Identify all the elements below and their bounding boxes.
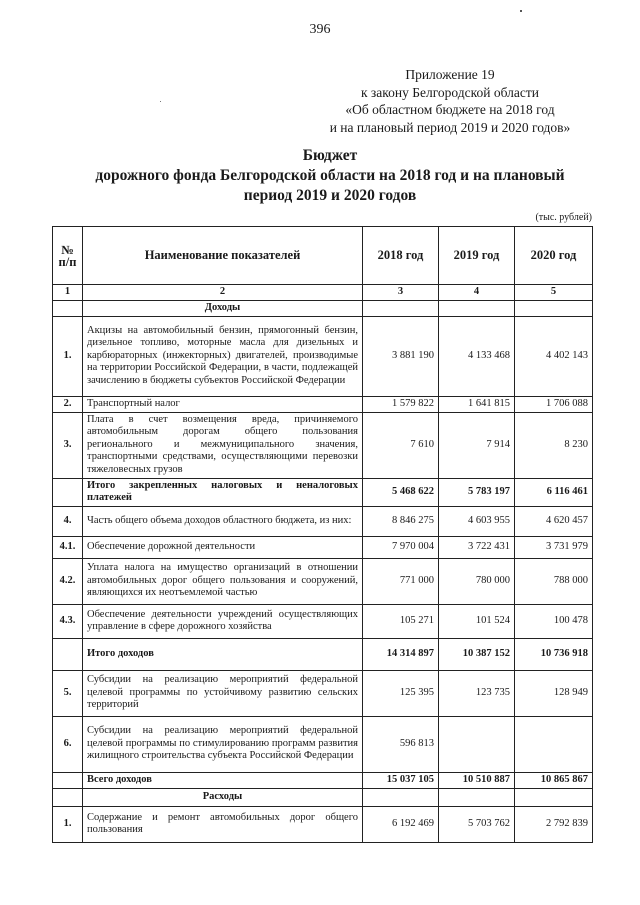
row-value-2019 [439, 300, 515, 316]
row-value-2018: 15 037 105 [363, 772, 439, 788]
scan-speck [160, 101, 161, 102]
appendix-line: и на плановый период 2019 и 2020 годов» [329, 119, 571, 135]
row-value-2018: 1 579 822 [363, 396, 439, 412]
row-value-2020: 4 402 143 [515, 316, 593, 396]
appendix-line: «Об областном бюджете на 2018 год [345, 102, 555, 117]
title-line: дорожного фонда Белгородской области на 2018 год и на плановый [95, 167, 565, 184]
row-num [53, 478, 83, 506]
appendix-line: к закону Белгородской области [361, 84, 539, 100]
appendix-line: Приложение 19 [405, 67, 495, 82]
row-value-2019: 101 524 [439, 604, 515, 638]
row-value-2020: 1 706 088 [515, 396, 593, 412]
column-index: 5 [515, 285, 593, 301]
table-row [53, 558, 593, 604]
row-value-2018: 7 610 [363, 412, 439, 478]
header-2018: 2018 год [363, 227, 439, 285]
row-name: Субсидии на реализацию мероприятий федеральной целевой программы по стимулированию программ развития жилищного строительства субъекта Российской Федерации [83, 716, 363, 772]
row-value-2018: 7 970 004 [363, 536, 439, 558]
row-value-2018: 771 000 [363, 558, 439, 604]
table-row [53, 670, 593, 716]
table-row [53, 506, 593, 536]
row-value-2019: 10 387 152 [439, 638, 515, 670]
row-num: 1. [53, 316, 83, 396]
row-value-2018 [363, 788, 439, 806]
row-value-2019 [439, 788, 515, 806]
row-name: Всего доходов [83, 772, 363, 788]
budget-table [52, 226, 593, 843]
row-value-2018: 125 395 [363, 670, 439, 716]
row-value-2020: 128 949 [515, 670, 593, 716]
row-num [53, 772, 83, 788]
row-value-2019: 3 722 431 [439, 536, 515, 558]
header-2020: 2020 год [515, 227, 593, 285]
table-row [53, 396, 593, 412]
row-value-2020: 100 478 [515, 604, 593, 638]
row-value-2019 [439, 716, 515, 772]
table-row [53, 536, 593, 558]
row-num: 4.1. [53, 536, 83, 558]
row-num: 1. [53, 806, 83, 842]
row-num: 4.3. [53, 604, 83, 638]
table-row [53, 716, 593, 772]
row-value-2018: 105 271 [363, 604, 439, 638]
row-value-2020: 2 792 839 [515, 806, 593, 842]
appendix-header [300, 66, 600, 136]
row-name: Плата в счет возмещения вреда, причиняемого автомобильным дорогам общего пользования регионального и межмуниципального значения, транспортными средствами, осуществляющими перевозки тяжеловесных грузов [83, 412, 363, 478]
row-num [53, 788, 83, 806]
header-name: Наименование показателей [83, 227, 363, 285]
header-2019: 2019 год [439, 227, 515, 285]
column-index: 4 [439, 285, 515, 301]
row-num: 3. [53, 412, 83, 478]
table-row [53, 316, 593, 396]
row-value-2019: 4 603 955 [439, 506, 515, 536]
table-row [53, 412, 593, 478]
scan-speck [520, 10, 522, 12]
row-value-2019: 780 000 [439, 558, 515, 604]
table-row-subtotal [53, 478, 593, 506]
row-num: 6. [53, 716, 83, 772]
column-index: 3 [363, 285, 439, 301]
row-value-2018: 6 192 469 [363, 806, 439, 842]
row-value-2020: 6 116 461 [515, 478, 593, 506]
row-value-2020: 8 230 [515, 412, 593, 478]
row-value-2018: 5 468 622 [363, 478, 439, 506]
column-index: 2 [83, 285, 363, 301]
row-value-2018: 8 846 275 [363, 506, 439, 536]
table-row-section-expenses [53, 788, 593, 806]
row-name: Транспортный налог [83, 396, 363, 412]
row-value-2018 [363, 300, 439, 316]
row-name: Часть общего объема доходов областного бюджета, из них: [83, 506, 363, 536]
row-value-2019: 1 641 815 [439, 396, 515, 412]
table-row-total [53, 638, 593, 670]
row-value-2019: 123 735 [439, 670, 515, 716]
row-num [53, 638, 83, 670]
row-value-2019: 5 783 197 [439, 478, 515, 506]
table-header-row [53, 227, 593, 285]
row-value-2019: 10 510 887 [439, 772, 515, 788]
row-value-2020: 10 865 867 [515, 772, 593, 788]
row-value-2018: 14 314 897 [363, 638, 439, 670]
row-name: Расходы [83, 788, 363, 806]
row-num: 4.2. [53, 558, 83, 604]
row-value-2018: 3 881 190 [363, 316, 439, 396]
row-value-2018: 596 813 [363, 716, 439, 772]
row-num: 5. [53, 670, 83, 716]
row-value-2020 [515, 788, 593, 806]
row-value-2020: 4 620 457 [515, 506, 593, 536]
title-line: период 2019 и 2020 годов [243, 187, 417, 204]
row-name: Обеспечение дорожной деятельности [83, 536, 363, 558]
table-row [53, 604, 593, 638]
title-line: Бюджет [302, 147, 358, 164]
row-value-2020 [515, 300, 593, 316]
units-label: (тыс. рублей) [535, 212, 592, 223]
table-row [53, 806, 593, 842]
table-row-section-income [53, 300, 593, 316]
row-name: Итого доходов [83, 638, 363, 670]
row-name: Уплата налога на имущество организаций в отношении автомобильных дорог общего пользования и сооружений, являющихся их неотъемлемой частью [83, 558, 363, 604]
row-name: Итого закрепленных налоговых и неналоговых платежей [83, 478, 363, 506]
row-name: Доходы [83, 300, 363, 316]
row-name: Содержание и ремонт автомобильных дорог общего пользования [83, 806, 363, 842]
row-num: 4. [53, 506, 83, 536]
row-value-2019: 7 914 [439, 412, 515, 478]
column-index-row [53, 285, 593, 301]
row-value-2020: 788 000 [515, 558, 593, 604]
table-row-grand-total [53, 772, 593, 788]
row-value-2019: 5 703 762 [439, 806, 515, 842]
page-number: 396 [309, 22, 331, 37]
row-name: Обеспечение деятельности учреждений осуществляющих управление в сфере дорожного хозяйства [83, 604, 363, 638]
row-num [53, 300, 83, 316]
row-value-2020: 3 731 979 [515, 536, 593, 558]
row-name: Акцизы на автомобильный бензин, прямогонный бензин, дизельное топливо, моторные масла для дизельных и карбюраторных (инжекторных) двигателей, производимые на территории Российской Федерации, в части, подлежащей зачислению в бюджеты субъектов Российской Федерации [83, 316, 363, 396]
row-value-2020 [515, 716, 593, 772]
row-value-2020: 10 736 918 [515, 638, 593, 670]
row-name: Субсидии на реализацию мероприятий федеральной целевой программы по устойчивому развитию сельских территорий [83, 670, 363, 716]
row-value-2019: 4 133 468 [439, 316, 515, 396]
row-num: 2. [53, 396, 83, 412]
document-title [60, 146, 600, 206]
column-index: 1 [53, 285, 83, 301]
header-num: № п/п [53, 227, 83, 285]
